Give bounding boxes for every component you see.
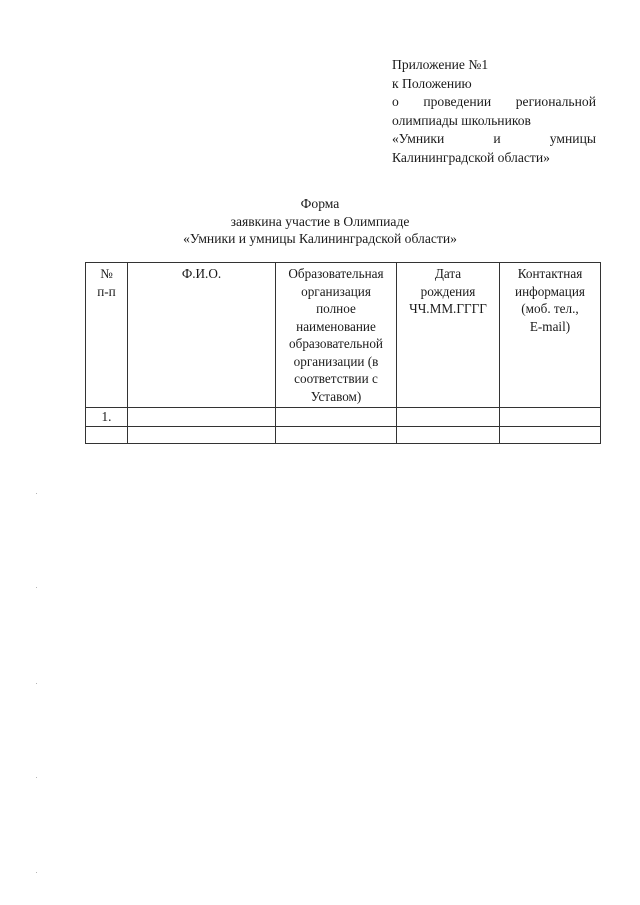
- table-cell-full-name[interactable]: [128, 408, 276, 427]
- form-heading: [0, 195, 640, 248]
- form-subtitle: заявкина участие в Олимпиаде: [230, 213, 410, 229]
- column-header-number: № п-п: [86, 263, 128, 408]
- appendix-number: Приложение №1: [392, 57, 489, 72]
- scan-speck: [36, 493, 37, 494]
- column-header-organization: Образовательная организация полное наименование образовательной организации (в соответствии с Уставом): [276, 263, 397, 408]
- olympiad-name: «Умники и умницы Калининградской области»: [183, 231, 457, 246]
- scan-speck: [36, 872, 37, 873]
- application-table: [85, 262, 601, 444]
- appendix-word: «Умники: [392, 131, 445, 146]
- scan-speck: [36, 683, 37, 684]
- form-title: Форма: [300, 196, 340, 211]
- table-cell-contact[interactable]: [500, 426, 601, 443]
- appendix-word: проведении: [423, 94, 492, 109]
- appendix-word: о: [392, 94, 399, 109]
- table-row: [86, 408, 601, 427]
- table-cell-birth-date[interactable]: [397, 408, 500, 427]
- appendix-block: [392, 56, 596, 167]
- table-cell-contact[interactable]: [500, 408, 601, 427]
- appendix-word: региональной: [515, 94, 596, 109]
- table-cell-number[interactable]: 1.: [86, 408, 128, 427]
- appendix-line-4: олимпиады школьников: [392, 112, 531, 128]
- scan-speck: [36, 587, 37, 588]
- table-cell-organization[interactable]: [276, 408, 397, 427]
- table-cell-number[interactable]: [86, 426, 128, 443]
- appendix-line-3: [392, 93, 596, 112]
- column-header-full-name: Ф.И.О.: [128, 263, 276, 408]
- appendix-reference: к Положению: [392, 75, 472, 91]
- table-cell-birth-date[interactable]: [397, 426, 500, 443]
- appendix-word: умницы: [549, 131, 596, 146]
- table-row: [86, 426, 601, 443]
- column-header-contact: Контактная информация (моб. тел., E-mail): [500, 263, 601, 408]
- appendix-line-5: [392, 130, 596, 149]
- column-header-birth-date: Дата рождения ЧЧ.ММ.ГГГГ: [397, 263, 500, 408]
- scan-speck: [36, 777, 37, 778]
- table-header-row: [86, 263, 601, 408]
- table-cell-organization[interactable]: [276, 426, 397, 443]
- appendix-word: и: [493, 131, 501, 146]
- table-cell-full-name[interactable]: [128, 426, 276, 443]
- appendix-line-6: Калининградской области»: [392, 149, 550, 165]
